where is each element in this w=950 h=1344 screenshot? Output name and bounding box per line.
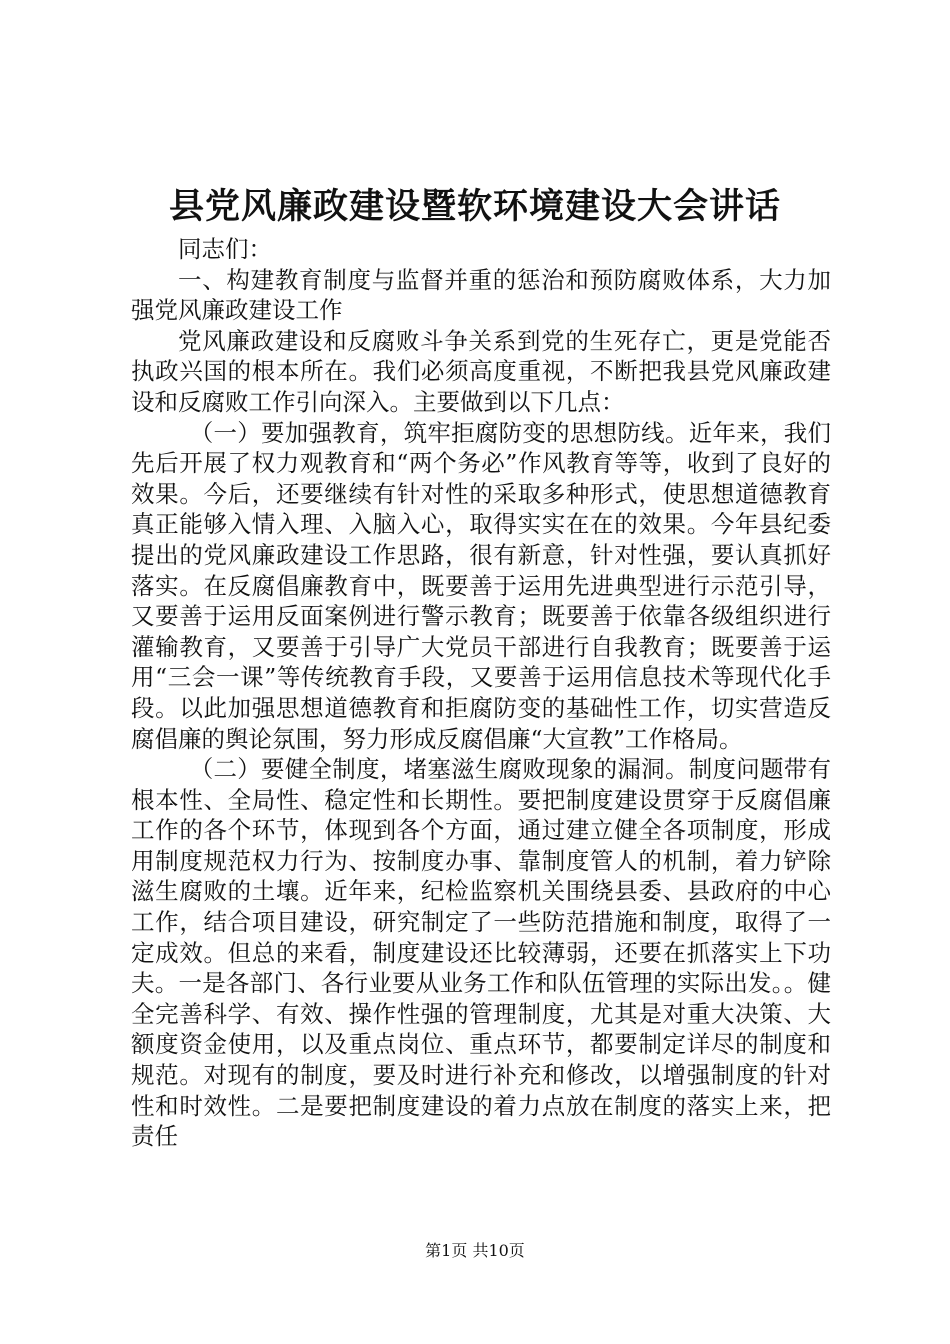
document-title: 县党风廉政建设暨软环境建设大会讲话 (168, 186, 781, 227)
salutation: 同志们： (178, 235, 272, 263)
section-heading: 一、构建教育制度与监督并重的惩治和预防腐败体系，大力加强党风廉政建设工作 (131, 265, 831, 325)
body-paragraph: （二）要健全制度，堵塞滋生腐败现象的漏洞。制度问题带有根本性、全局性、稳定性和长期性。要把制度建设贯穿于反腐倡廉工作的各个环节，体现到各个方面，通过建立健全各项制度，形成用制度规范权力行为、按制度办事、靠制度管人的机制，着力铲除滋生腐败的土壤。近年来，纪检监察机关围绕县委、县政府的中心工作，结合项目建设，研究制定了一些防范措施和制度，取得了一定成效。但总的来看，制度建设还比较薄弱，还要在抓落实上下功夫。一是各部门、各行业要从业务工作和队伍管理的实际出发。。健全完善科学、有效、操作性强的管理制度，尤其是对重大决策、大额度资金使用，以及重点岗位、重点环节，都要制定详尽的制度和规范。对现有的制度，要及时进行补充和修改，以增强制度的针对性和时效性。二是要把制度建设的着力点放在制度的落实上来，把责任 (131, 755, 831, 1151)
document-body (131, 234, 831, 1152)
body-paragraph: 党风廉政建设和反腐败斗争关系到党的生死存亡，更是党能否执政兴国的根本所在。我们必须高度重视，不断把我县党风廉政建设和反腐败工作引向深入。主要做到以下几点： (131, 326, 831, 416)
body-paragraph: （一）要加强教育，筑牢拒腐防变的思想防线。近年来，我们先后开展了权力观教育和“两个务必”作风教育等等，收到了良好的效果。今后，还要继续有针对性的采取多种形式，使思想道德教育真正能够入情入理、入脑入心，取得实实在在的效果。今年县纪委提出的党风廉政建设工作思路，很有新意，针对性强，要认真抓好落实。在反腐倡廉教育中，既要善于运用先进典型进行示范引导，又要善于运用反面案例进行警示教育；既要善于依靠各级组织进行灌输教育，又要善于引导广大党员干部进行自我教育；既要善于运用“三会一课”等传统教育手段，又要善于运用信息技术等现代化手段。以此加强思想道德教育和拒腐防变的基础性工作，切实营造反腐倡廉的舆论氛围，努力形成反腐倡廉“大宣教”工作格局。 (131, 418, 831, 753)
page-number: 第1页 共10页 (425, 1241, 525, 1260)
